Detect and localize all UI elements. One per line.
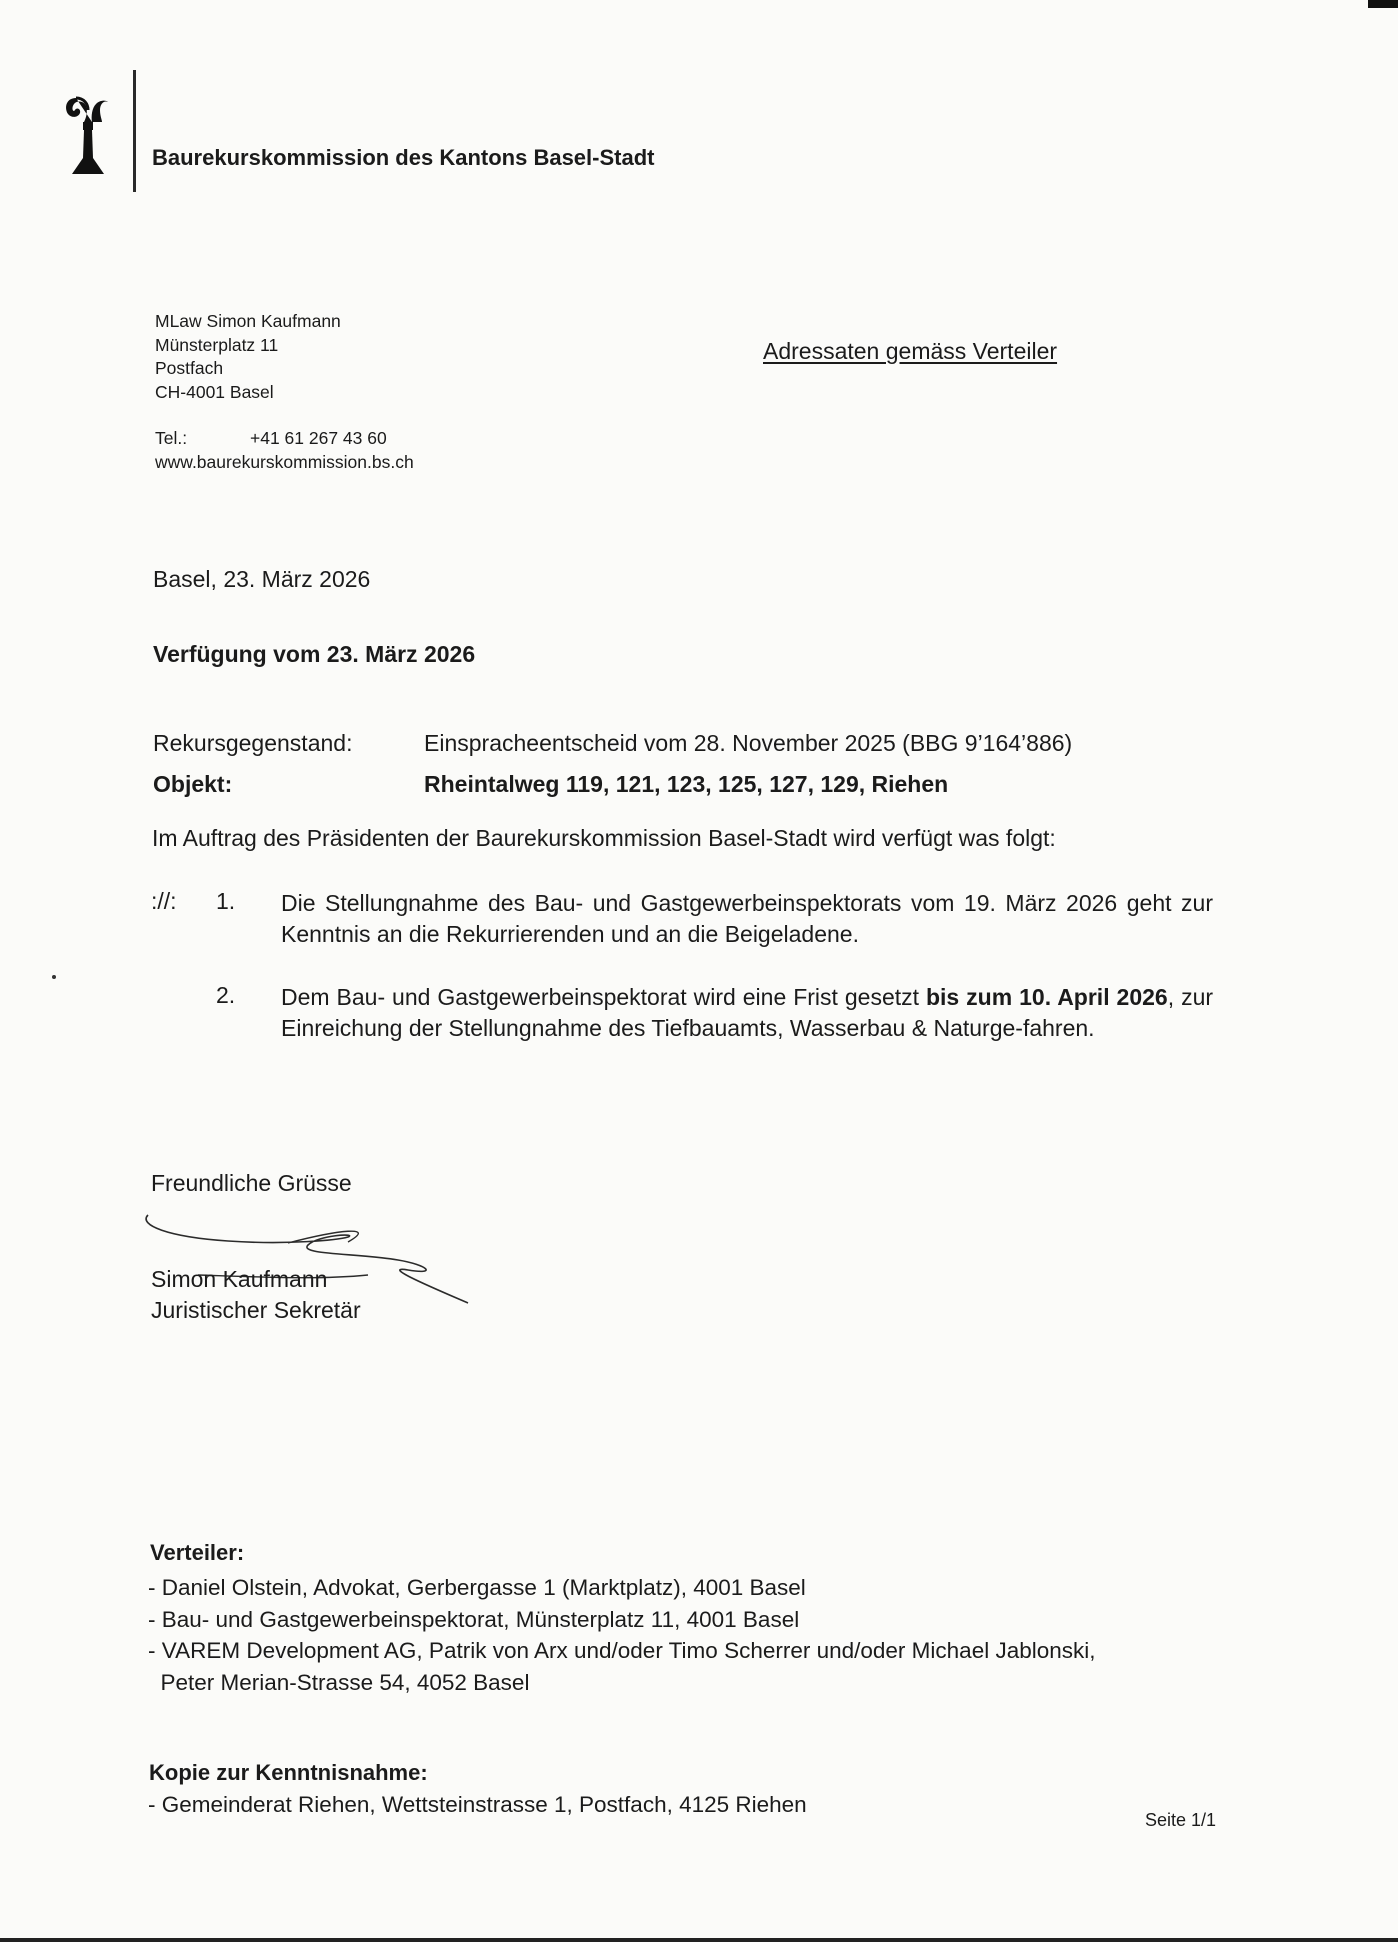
sender-line: MLaw Simon Kaufmann: [155, 311, 341, 331]
phone-label: Tel.:: [155, 428, 188, 448]
copy-list: [148, 1792, 807, 1818]
distribution-heading: Verteiler:: [150, 1540, 245, 1565]
sender-line: CH-4001 Basel: [155, 381, 274, 402]
item-number: 1.: [216, 888, 236, 914]
copy-heading: Kopie zur Kenntnisnahme:: [149, 1760, 428, 1785]
list-item: - Daniel Olstein, Advokat, Gerbergasse 1 (Marktplatz), 4001 Basel: [148, 1575, 806, 1600]
header-divider: [133, 70, 136, 192]
addressee: Adressaten gemäss Verteiler: [763, 338, 1058, 364]
date-line: Basel, 23. März 2026: [153, 566, 371, 592]
sender-address: [155, 310, 341, 404]
list-item: Peter Merian-Strasse 54, 4052 Basel: [148, 1669, 530, 1695]
object-value: Rheintalweg 119, 121, 123, 125, 127, 129, Riehen: [424, 771, 949, 797]
object-label: Objekt:: [153, 771, 233, 797]
signatory-name: Simon Kaufmann: [151, 1266, 328, 1292]
sender-line: Postfach: [155, 358, 224, 378]
subject-label: Rekursgegenstand:: [153, 730, 353, 756]
deadline: bis zum 10. April 2026: [925, 984, 1168, 1010]
order-item-1: Die Stellungnahme des Bau- und Gastgewerbeinspektorats vom 19. März 2026 geht zur Kenntnis an die Rekurrierenden und an die Beigeladene.: [281, 890, 1213, 947]
basel-crest-logo: [62, 96, 114, 176]
order-item-2: Dem Bau- und Gastgewerbeinspektorat wird eine Frist gesetzt bis zum 10. April 2026, zur Einreichung der Stellungnahme des Tiefbauamts, Wasserbau & Naturge-fahren.: [281, 984, 1214, 1041]
phone-number: +41 61 267 43 60: [250, 428, 387, 448]
subject-value: Einspracheentscheid vom 28. November 2025 (BBG 9’164’886): [424, 730, 1073, 756]
document-title: Verfügung vom 23. März 2026: [153, 641, 476, 667]
item-number: 2.: [216, 982, 236, 1008]
distribution-list: [148, 1572, 1096, 1698]
scan-speck: [52, 975, 56, 979]
order-mark: ://:: [151, 888, 177, 914]
list-item: - VAREM Development AG, Patrik von Arx und/oder Timo Scherrer und/oder Michael Jablonski,: [148, 1638, 1096, 1663]
scan-bottom-edge: [0, 1938, 1398, 1942]
closing: Freundliche Grüsse: [151, 1170, 352, 1196]
list-item: - Gemeinderat Riehen, Wettsteinstrasse 1, Postfach, 4125 Riehen: [148, 1792, 807, 1817]
organization-name: Baurekurskommission des Kantons Basel-Stadt: [152, 145, 655, 170]
page-number: Seite 1/1: [1145, 1810, 1217, 1830]
sender-contact: [155, 427, 414, 474]
list-item: - Bau- und Gastgewerbeinspektorat, Münsterplatz 11, 4001 Basel: [148, 1606, 800, 1632]
signatory-role: Juristischer Sekretär: [151, 1297, 361, 1323]
scan-edge-mark: [1368, 0, 1398, 8]
website: www.baurekurskommission.bs.ch: [155, 451, 414, 472]
order-intro: Im Auftrag des Präsidenten der Baurekurskommission Basel-Stadt wird verfügt was folgt:: [152, 825, 1056, 851]
sender-line: Münsterplatz 11: [155, 334, 279, 355]
